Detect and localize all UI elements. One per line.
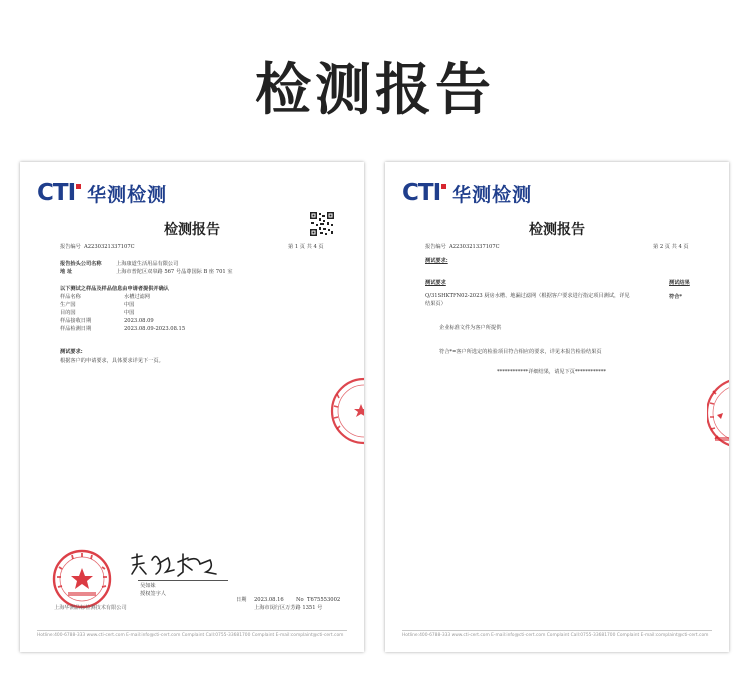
no-label: No	[296, 597, 304, 603]
report-title: 检测报告	[529, 222, 585, 238]
col-requirement: 测试要求	[425, 280, 446, 286]
signer-name: 吴如妹	[140, 583, 156, 589]
page-heading: 检测报告	[255, 58, 495, 123]
footer-divider	[37, 630, 347, 631]
sample-row-value: 水槽过滤网	[124, 294, 150, 300]
issue-date: 2023.08.16	[254, 597, 284, 603]
see-next-page: ************详细结果，请见下页************	[497, 369, 606, 375]
signature	[128, 548, 220, 580]
report-no-label: 报告编号	[425, 244, 446, 250]
report-page-1	[20, 162, 364, 652]
stamp-partial-right	[329, 376, 364, 446]
sample-row-label: 样品接收日期	[60, 318, 92, 324]
sample-row-value: 中国	[124, 310, 135, 316]
page-indicator: 第 2 页 共 4 页	[653, 244, 689, 250]
no-value: T675553002	[307, 597, 341, 603]
signer-title: 授权签字人	[140, 591, 166, 597]
sample-row-label: 目的国	[60, 310, 76, 316]
official-stamp	[52, 549, 112, 609]
result-value: 符合*	[669, 294, 683, 300]
report-no-label: 报告编号	[60, 244, 81, 250]
note-standard: 企业标准文件为客户所提供	[439, 325, 502, 331]
sample-row-label: 生产国	[60, 302, 76, 308]
cti-logo: CT I 华测检测	[402, 180, 533, 206]
report-title: 检测报告	[164, 222, 220, 238]
col-result: 测试结果	[669, 280, 690, 286]
sample-row-value: 2023.08.09	[124, 318, 154, 324]
report-no: A2230321337107C	[84, 244, 135, 250]
address-value: 上海市普陀区双皋路 567 号晶尊国际 B 座 701 室	[116, 269, 233, 275]
sample-heading: 以下测试之样品及样品信息由申请者提供并确认	[60, 286, 169, 292]
footer-divider	[402, 630, 712, 631]
company-under-stamp: 上海华测品标检测技术有限公司	[54, 605, 127, 611]
issue-date-label: 日期	[236, 597, 247, 603]
sample-row-label: 样品名称	[60, 294, 81, 300]
requirement-line-2: 结果页）	[425, 301, 446, 307]
footer-contact: Hotline:400-6788-333 www.cti-cert.com E-mail:info@cti-cert.com Complaint Call:0755-33681700 Complaint E-mail:complaint@cti-cert.com	[37, 633, 344, 638]
footer-contact: Hotline:400-6788-333 www.cti-cert.com E-mail:info@cti-cert.com Complaint Call:0755-33681700 Complaint E-mail:complaint@cti-cert.com	[402, 633, 709, 638]
company-address: 上海市闵行区万芳路 1351 号	[254, 605, 323, 611]
note-conformity: 符合*=客户所选定的检验项目符合相应的要求，详见本报告检验结果页	[439, 349, 602, 355]
requirement-heading: 测试要求:	[60, 349, 83, 355]
requirement-line-1: Q/31SHKTFN02-2023 厨房水槽、地漏过滤网（根据客户要求进行指定项目测试，详见	[425, 293, 630, 299]
address-label: 地 址	[60, 269, 73, 275]
page-indicator: 第 1 页 共 4 页	[288, 244, 324, 250]
report-page-2	[385, 162, 729, 652]
client-label: 报告抬头公司名称	[60, 261, 102, 267]
sample-row-value: 中国	[124, 302, 135, 308]
requirement-heading: 测试要求:	[425, 258, 448, 264]
sample-row-label: 样品检测日期	[60, 326, 92, 332]
requirement-text: 根据客户的申请要求，具体要求详见下一页。	[60, 358, 164, 364]
client-value: 上海康道生活用品有限公司	[116, 261, 179, 267]
cti-logo: CT I 华测检测	[37, 180, 168, 206]
sample-row-value: 2023.08.09-2023.08.15	[124, 326, 186, 332]
report-no: A2230321337107C	[449, 244, 500, 250]
stamp-partial-right	[707, 373, 729, 453]
